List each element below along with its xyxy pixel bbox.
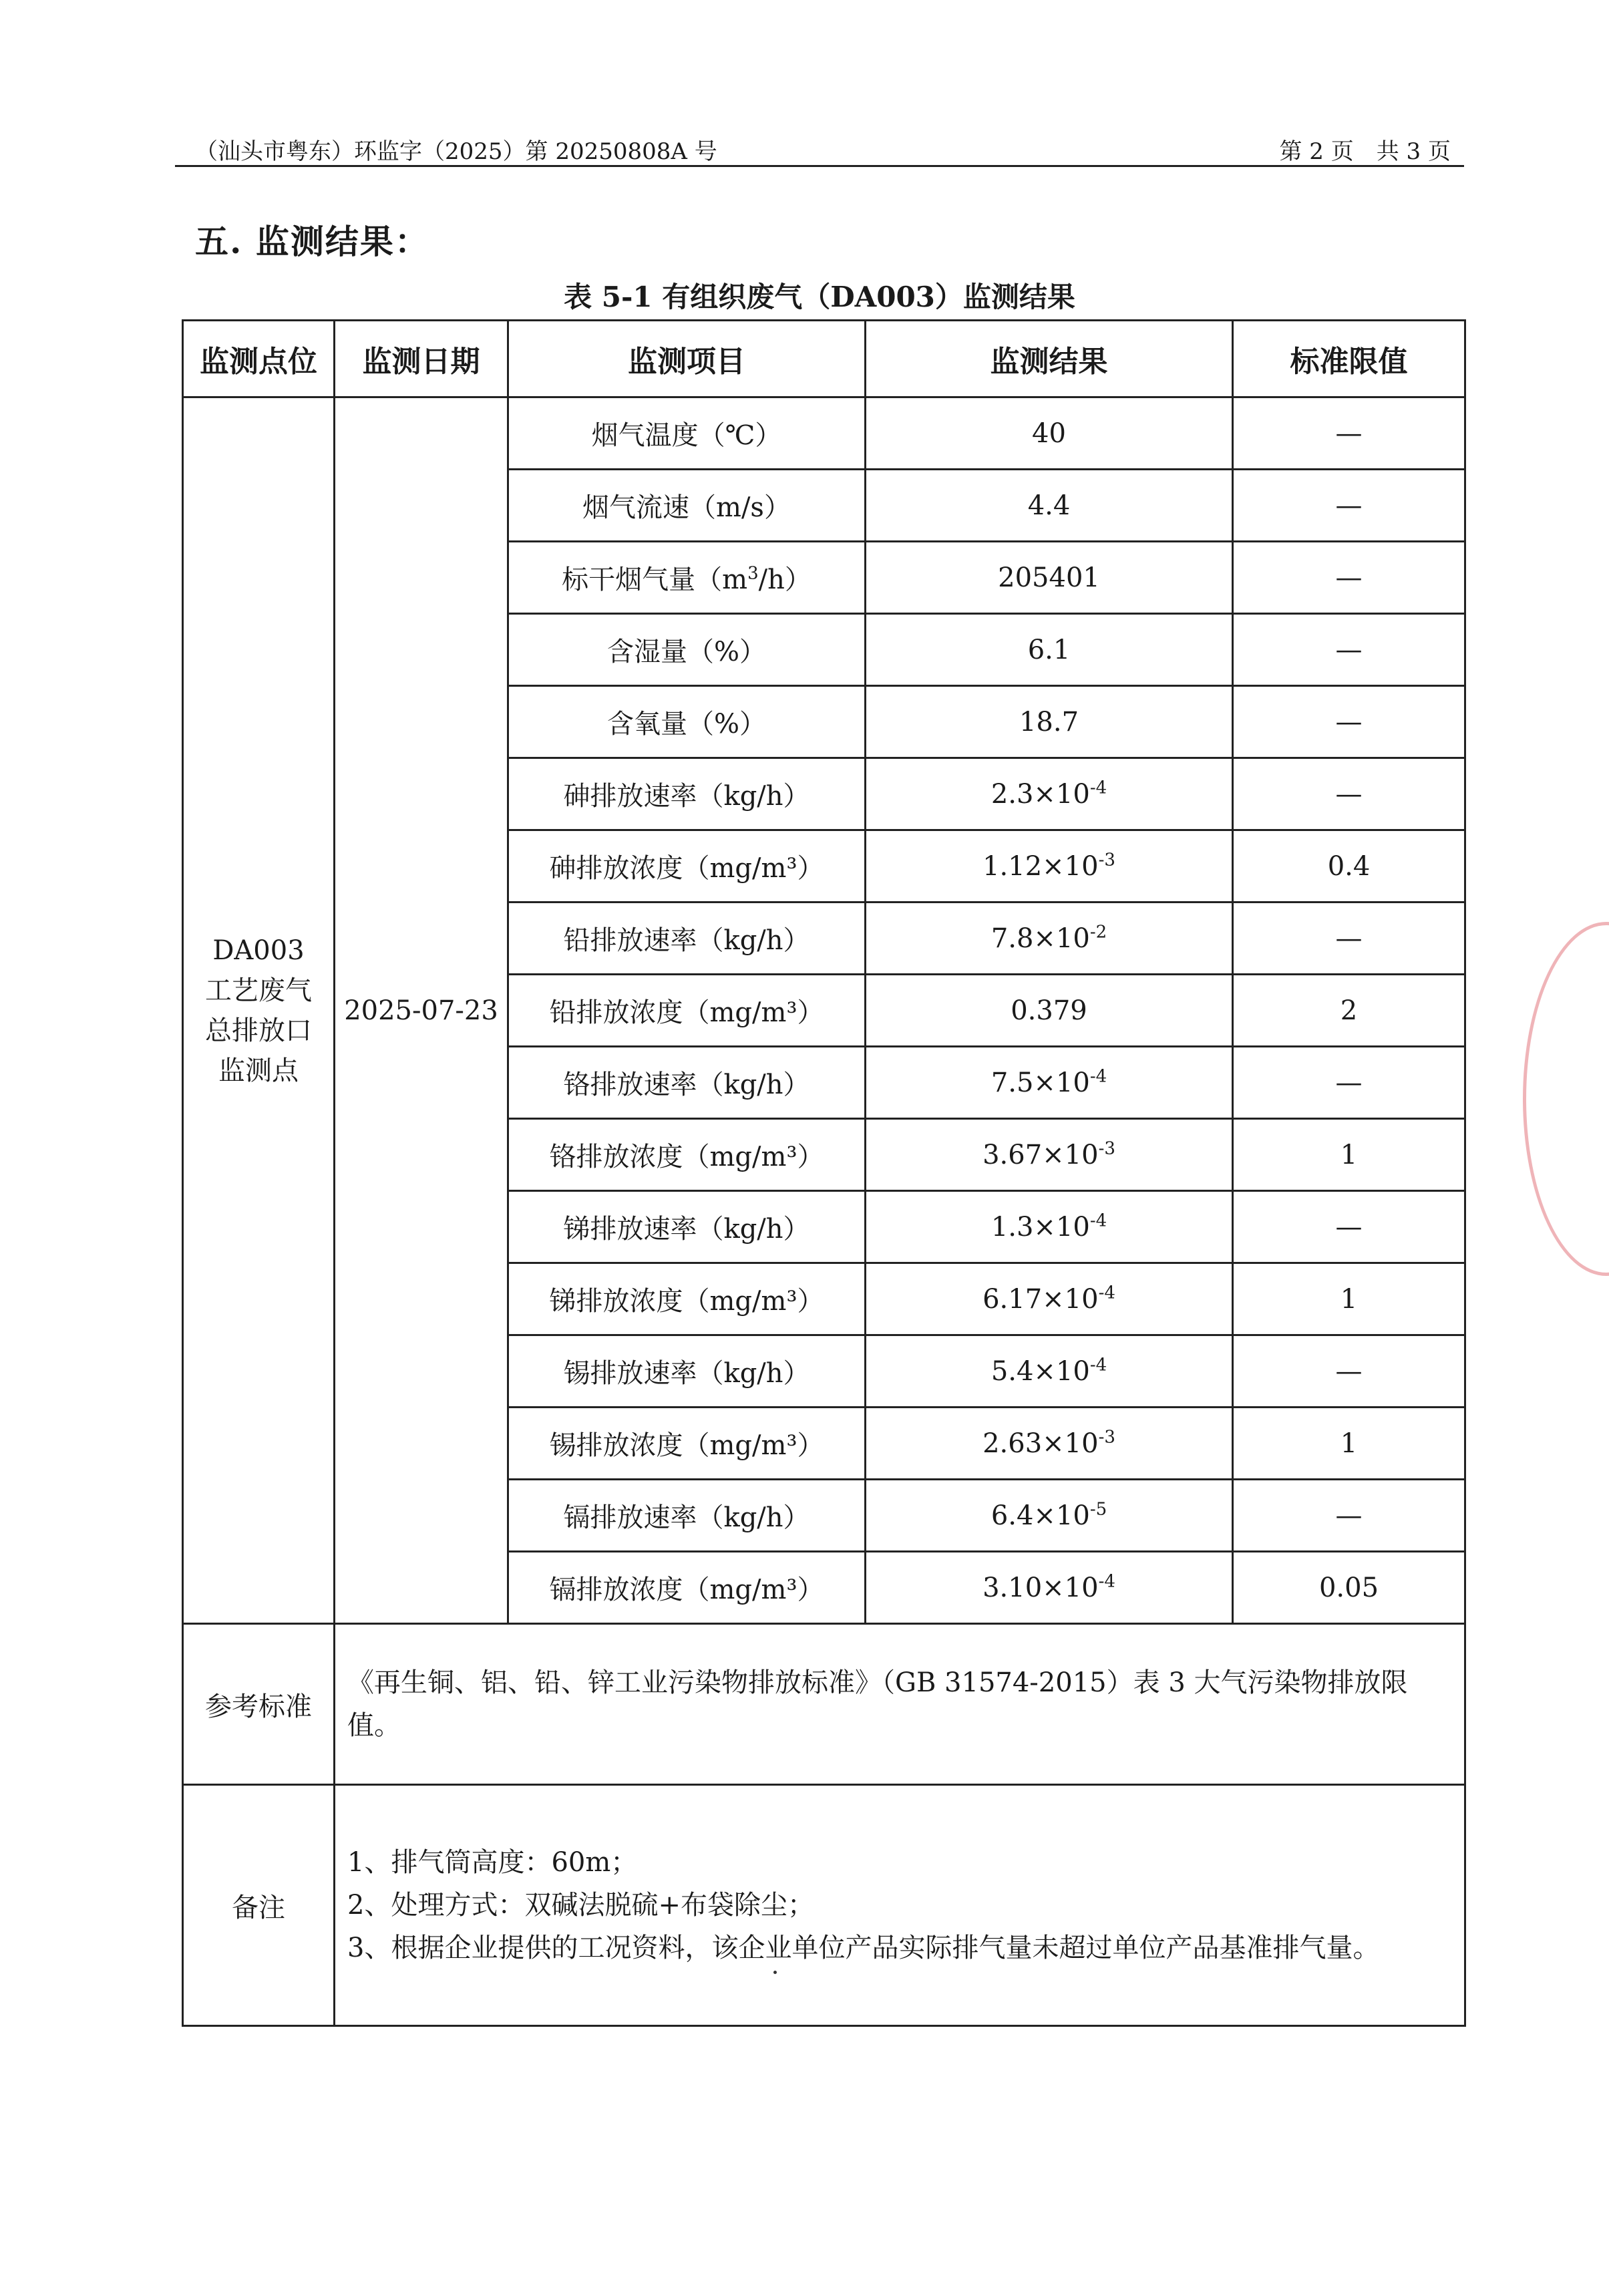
standard-limit: —	[1233, 903, 1465, 975]
section-title: 五. 监测结果：	[195, 222, 429, 261]
standard-limit: 1	[1233, 1263, 1465, 1335]
result-value: 1.3×10	[991, 1211, 1090, 1243]
monitoring-result	[866, 1335, 1233, 1408]
result-exponent: -4	[1089, 1066, 1107, 1087]
monitoring-result	[866, 1552, 1233, 1624]
monitoring-result	[866, 542, 1233, 614]
reference-text: 《再生铜、铝、铅、锌工业污染物排放标准》（GB 31574-2015）表 3 大气污染物排放限值。	[335, 1624, 1465, 1785]
result-value: 6.17×10	[982, 1283, 1099, 1315]
monitoring-item: 镉排放速率（kg/h）	[508, 1480, 866, 1552]
result-exponent: -4	[1098, 1571, 1115, 1592]
table-caption: 表 5-1 有组织废气（DA003）监测结果	[564, 281, 1075, 313]
standard-limit: —	[1233, 1047, 1465, 1119]
reference-row	[183, 1624, 1465, 1785]
monitoring-item	[508, 542, 866, 614]
monitoring-result	[866, 1480, 1233, 1552]
result-value: 3.67×10	[982, 1139, 1099, 1170]
monitoring-item: 烟气流速（m/s）	[508, 470, 866, 542]
result-value: 6.1	[1027, 634, 1071, 665]
result-value: 4.4	[1027, 490, 1071, 521]
result-value: 40	[1032, 418, 1066, 449]
note-line: 3、根据企业提供的工况资料，该企业单位产品实际排气量未超过单位产品基准排气量。	[347, 1933, 1380, 1963]
monitoring-item: 锑排放浓度（mg/m³）	[508, 1263, 866, 1335]
note-line: 1、排气筒高度：60m；	[347, 1847, 638, 1878]
standard-limit: 1	[1233, 1119, 1465, 1191]
table-row	[183, 397, 1465, 470]
monitoring-item: 砷排放速率（kg/h）	[508, 758, 866, 830]
notes-text	[335, 1785, 1465, 2026]
result-value: 2.63×10	[982, 1428, 1099, 1459]
result-exponent: -4	[1089, 1210, 1107, 1231]
column-header: 标准限值	[1233, 321, 1465, 397]
result-exponent: -4	[1098, 1283, 1115, 1303]
standard-limit: —	[1233, 1191, 1465, 1263]
monitoring-item: 锡排放浓度（mg/m³）	[508, 1408, 866, 1480]
result-exponent: -4	[1089, 778, 1107, 798]
standard-limit: —	[1233, 470, 1465, 542]
monitoring-item: 镉排放浓度（mg/m³）	[508, 1552, 866, 1624]
location-line: 监测点	[218, 1055, 299, 1086]
table-header-row	[183, 321, 1465, 397]
monitoring-item: 铅排放速率（kg/h）	[508, 903, 866, 975]
location-line: 总排放口	[205, 1015, 312, 1046]
monitoring-result	[866, 1047, 1233, 1119]
reference-label: 参考标准	[183, 1624, 335, 1785]
result-value: 205401	[998, 562, 1100, 593]
result-value: 3.10×10	[982, 1572, 1099, 1603]
monitoring-result	[866, 470, 1233, 542]
item-text: /h）	[758, 564, 812, 595]
monitoring-result	[866, 903, 1233, 975]
page-number: 第 2 页 共 3 页	[1279, 138, 1451, 165]
result-value: 7.8×10	[991, 923, 1090, 954]
monitoring-result	[866, 975, 1233, 1047]
result-exponent: -4	[1089, 1355, 1107, 1375]
result-value: 5.4×10	[991, 1355, 1090, 1387]
standard-limit: 1	[1233, 1408, 1465, 1480]
column-header: 监测日期	[335, 321, 508, 397]
monitoring-result	[866, 830, 1233, 903]
result-exponent: -5	[1089, 1499, 1107, 1520]
standard-limit: —	[1233, 542, 1465, 614]
location-line: DA003	[212, 935, 305, 966]
standard-limit: 0.05	[1233, 1552, 1465, 1624]
notes-row	[183, 1785, 1465, 2026]
monitoring-item: 锑排放速率（kg/h）	[508, 1191, 866, 1263]
monitoring-result	[866, 686, 1233, 758]
result-value: 2.3×10	[991, 778, 1090, 810]
location-line: 工艺废气	[205, 975, 312, 1006]
monitoring-item: 砷排放浓度（mg/m³）	[508, 830, 866, 903]
column-header: 监测点位	[183, 321, 335, 397]
monitoring-result	[866, 397, 1233, 470]
monitoring-item: 铬排放浓度（mg/m³）	[508, 1119, 866, 1191]
standard-limit: —	[1233, 1335, 1465, 1408]
monitoring-item: 含氧量（%）	[508, 686, 866, 758]
result-exponent: -2	[1089, 922, 1107, 943]
monitoring-result	[866, 1119, 1233, 1191]
monitoring-item: 铬排放速率（kg/h）	[508, 1047, 866, 1119]
item-text: 标干烟气量（m	[562, 564, 748, 595]
document-number: （汕头市粤东）环监字（2025）第 20250808A 号	[195, 138, 717, 165]
page-header	[175, 130, 1464, 167]
result-value: 1.12×10	[982, 850, 1099, 882]
notes-label: 备注	[183, 1785, 335, 2026]
result-exponent: -3	[1098, 1138, 1115, 1159]
standard-limit: 2	[1233, 975, 1465, 1047]
standard-limit: —	[1233, 397, 1465, 470]
monitoring-result	[866, 1263, 1233, 1335]
monitoring-item: 含湿量（%）	[508, 614, 866, 686]
monitoring-location	[183, 397, 335, 1624]
monitoring-result	[866, 1191, 1233, 1263]
item-superscript: 3	[747, 563, 759, 584]
result-exponent: -3	[1098, 850, 1115, 870]
monitoring-item: 铅排放浓度（mg/m³）	[508, 975, 866, 1047]
monitoring-item: 烟气温度（℃）	[508, 397, 866, 470]
standard-limit: —	[1233, 686, 1465, 758]
result-exponent: -3	[1098, 1427, 1115, 1448]
standard-limit: —	[1233, 758, 1465, 830]
column-header: 监测项目	[508, 321, 866, 397]
standard-limit: —	[1233, 614, 1465, 686]
standard-limit: —	[1233, 1480, 1465, 1552]
monitoring-date: 2025-07-23	[335, 397, 508, 1624]
monitoring-result	[866, 614, 1233, 686]
print-speck	[773, 1971, 777, 1974]
monitoring-item: 锡排放速率（kg/h）	[508, 1335, 866, 1408]
note-line: 2、处理方式：双碱法脱硫+布袋除尘；	[347, 1890, 814, 1921]
column-header: 监测结果	[866, 321, 1233, 397]
red-seal-stamp	[1523, 922, 1609, 1276]
result-value: 6.4×10	[991, 1500, 1090, 1531]
result-value: 7.5×10	[991, 1067, 1090, 1098]
monitoring-result	[866, 758, 1233, 830]
result-value: 18.7	[1019, 706, 1079, 737]
monitoring-result	[866, 1408, 1233, 1480]
results-table	[182, 319, 1466, 2027]
standard-limit: 0.4	[1233, 830, 1465, 903]
result-value: 0.379	[1011, 995, 1087, 1026]
